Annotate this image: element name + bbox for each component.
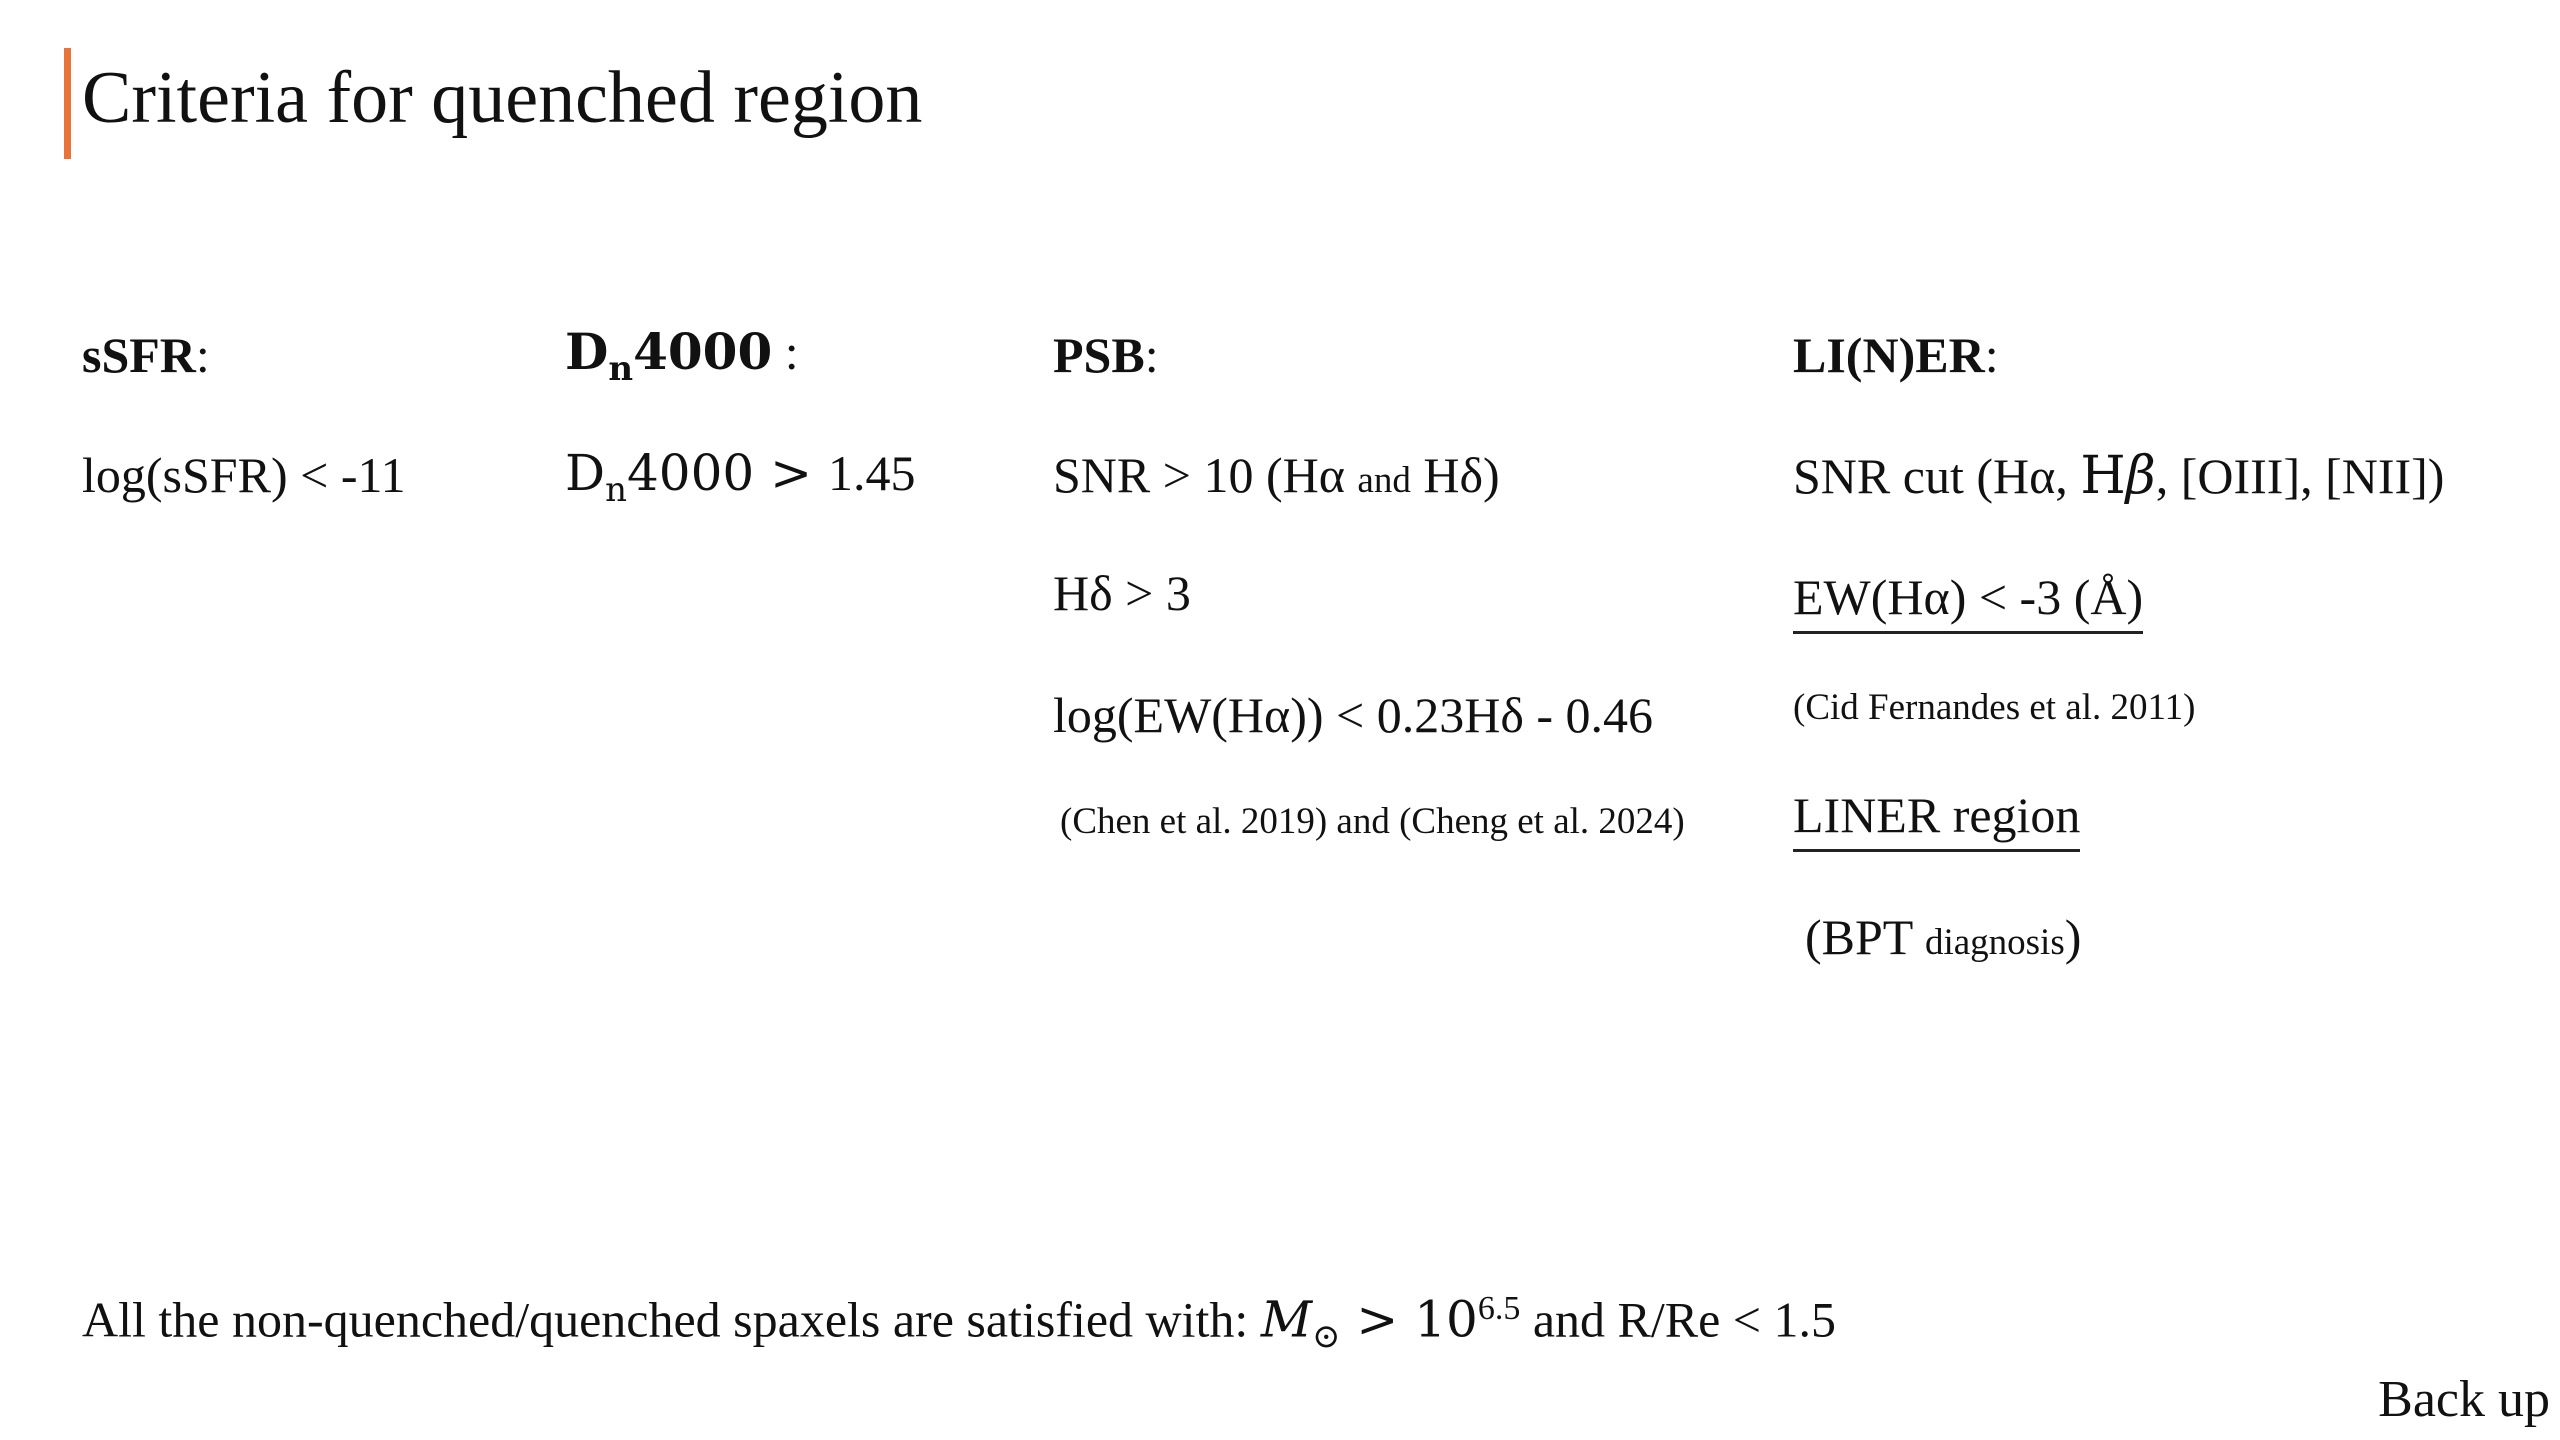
psb-heading-text: PSB [1053,327,1145,383]
liner-heading-text: LI(N)ER [1793,327,1985,383]
ssfr-heading-text: sSFR [82,327,196,383]
liner-snr-a: SNR cut (Hα, [1793,448,2081,504]
footer-op: > 10 [1340,1290,1478,1349]
back-up-label: Back up [2378,1371,2550,1428]
dn4000-heading [565,322,799,389]
dn4000-crit-value: 1.45 [827,445,916,501]
dn4000-heading-colon: : [772,324,799,380]
dn4000-heading-tail: 4000 [633,322,773,381]
dn4000-criterion [565,444,915,510]
psb-snr-criterion [1053,446,1500,504]
dn4000-heading-d: D [565,322,609,381]
liner-heading-colon: : [1984,327,1999,383]
psb-snr-a: SNR > 10 (Hα [1053,447,1358,503]
psb-snr-and: and [1357,460,1411,501]
liner-ew-criterion [1793,568,2143,626]
ssfr-heading [82,326,210,384]
slide-title: Criteria for quenched region [82,57,923,139]
dn4000-crit-tail: 4000 [627,444,755,502]
liner-snr-criterion [1793,446,2444,506]
psb-ew-criterion: log(EW(Hα)) < 0.23Hδ - 0.46 [1053,687,1654,743]
liner-region-criterion [1793,786,2080,844]
liner-ew-text: EW(Hα) < -3 (Å) [1793,569,2143,634]
psb-heading [1053,326,1159,384]
ssfr-criterion: log(sSFR) < -11 [82,447,406,503]
footer-text-b: and R/Re < 1.5 [1520,1291,1837,1348]
liner-bpt-small: diagnosis [1924,922,2065,963]
liner-ew-reference: (Cid Fernandes et al. 2011) [1793,687,2196,728]
liner-heading [1793,326,1999,384]
psb-references: (Chen et al. 2019) and (Cheng et al. 2024) [1060,801,1685,842]
dn4000-crit-d: D [565,444,606,502]
psb-hdelta-criterion: Hδ > 3 [1053,565,1191,621]
footer-mass-sub: ⊙ [1312,1316,1341,1357]
liner-snr-b: , [OIII], [NII]) [2155,448,2445,504]
liner-bpt-a: (BPT [1805,909,1925,965]
footer-condition [82,1290,1836,1357]
liner-snr-hbeta-h: H [2080,446,2126,506]
footer-exponent: 6.5 [1477,1290,1521,1327]
liner-region-text: LINER region [1793,787,2080,852]
liner-bpt-note [1805,908,2081,966]
dn4000-crit-sub: n [605,470,627,510]
title-accent-bar [64,48,71,159]
footer-text-a: All the non-quenched/quenched spaxels are satisfied with: [82,1291,1261,1348]
ssfr-heading-colon: : [195,327,210,383]
dn4000-crit-op: > [754,444,828,502]
footer-mass-symbol: M [1260,1290,1313,1349]
liner-bpt-b: ) [2064,909,2082,965]
liner-snr-hbeta-beta: β [2125,446,2156,506]
dn4000-heading-sub: n [608,349,634,389]
psb-heading-colon: : [1144,327,1159,383]
psb-snr-b: Hδ) [1410,447,1500,503]
